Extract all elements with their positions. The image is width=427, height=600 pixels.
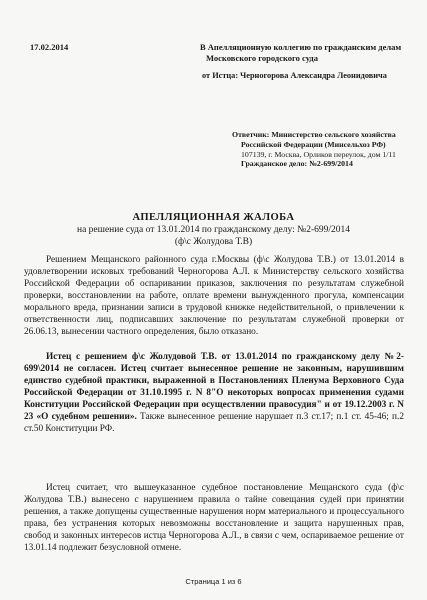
respondent-line-2: Российской Федерации (Минсельхоз РФ) <box>241 139 386 149</box>
body-paragraph-1: Решением Мещанского районного суда г.Москвы (ф\с Жолудова Т.В.) от 13.01.2014 в удовлетворении исковых требований Черногорова А.Л. к Министерству сельского хозяйства Российской Федерации об оспаривании приказов, заключения по результатам служебной проверки, восстановлении на работе, оплате времени вынужденного прогула, компенсации морального вреда, признании записи в трудовой книжке недействительной, о привлечении к ответственности лиц, подписавших заключение по результатам служебной проверки от 26.06.13, вынесении частного определения, было отказано. <box>24 255 404 337</box>
page-footer: Страница 1 из 6 <box>185 577 242 586</box>
paragraph-2-bold: Истец с решением ф\с Жолудовой Т.В. от 13.01.2014 по гражданскому делу №2-699\2014 не согласен. Истец считает вынесенное решение не законным, нарушившим единство судебной практики, выраженной в Постановлениях Пленума Верховного Суда Российской Федерации от 31.10.1995 г. N 8"О некоторых вопросах применения судами Конституции Российской Федерации при осуществлении правосудия" и от 19.12.2003 г. N 23 «О судебном решении». <box>24 352 404 422</box>
body-paragraph-2 <box>24 351 404 435</box>
plaintiff-line: от Истца: Черногорова Александра Леонидовича <box>202 71 387 80</box>
paragraph-2-rest: Также вынесенное решение нарушает п.3 ст.17; п.1 ст. 45-46; п.2 ст.50 Конституции РФ. <box>24 412 404 434</box>
document-date: 17.02.2014 <box>30 42 69 52</box>
respondent-address: 107139, г. Москва, Орликов переулок, дом 1/11 <box>241 149 396 159</box>
case-number: Гражданское дело: №2-699/2014 <box>241 159 353 169</box>
court-address <box>200 42 415 64</box>
court-line-1: В Апелляционную коллегию по гражданским делам <box>200 42 402 52</box>
title-subline-2: (ф\с Жолудова Т.В) <box>174 237 253 247</box>
title-subline-1: на решение суда от 13.01.2014 по гражданскому делу: №2-699/2014 <box>77 225 350 235</box>
respondent-block <box>232 130 422 169</box>
document-title: АПЕЛЛЯЦИОННАЯ ЖАЛОБА <box>132 212 295 223</box>
court-line-2: Московского городского суда <box>206 53 318 63</box>
respondent-label: Ответчик: Министерство сельского хозяйства <box>232 130 396 139</box>
body-paragraph-3: Истец считает, что вышеуказанное судебное постановление Мещанского суда (ф\с Жолудова Т.В.) вынесено с нарушением правила о тайне совещания судей при принятии решения, а также допущены существенные нарушения норм материального и процессуального права, без устранения которых невозможны восстановление и защита нарушенных прав, свобод и законных интересов истца Черногорова А.Л., в связи с чем, оспариваемое решение от 13.01.14 подлежит безусловной отмене. <box>24 483 404 553</box>
